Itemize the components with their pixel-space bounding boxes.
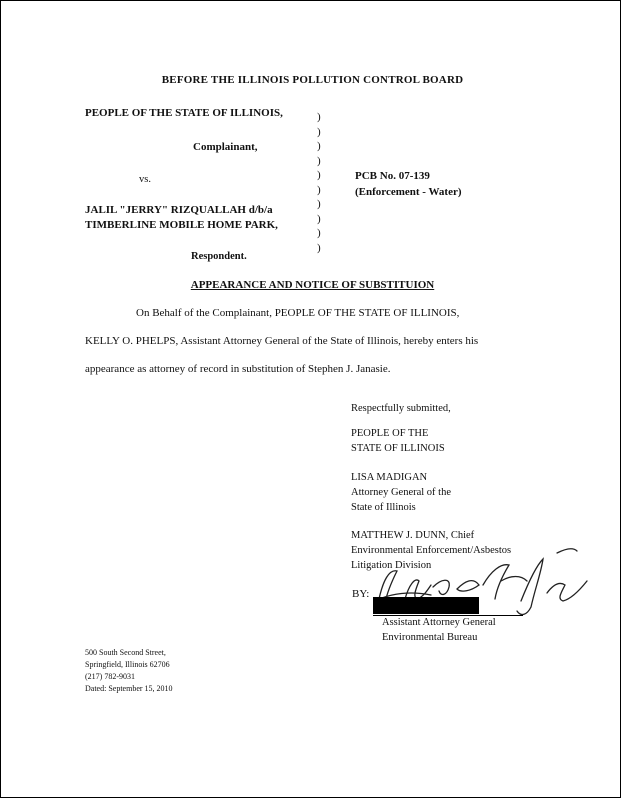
notice-title: APPEARANCE AND NOTICE OF SUBSTITUION <box>190 279 435 291</box>
case-type: (Enforcement - Water) <box>355 186 462 198</box>
complainant-role: Complainant, <box>193 141 258 153</box>
complainant-party: PEOPLE OF THE STATE OF ILLINOIS, <box>85 107 283 119</box>
paren: ) <box>317 227 321 239</box>
body-line-3: appearance as attorney of record in substitution of Stephen J. Janasie. <box>85 363 391 375</box>
party-line-2: STATE OF ILLINOIS <box>351 443 445 454</box>
party-line-1: PEOPLE OF THE <box>351 428 429 439</box>
chief-name: MATTHEW J. DUNN, Chief <box>351 530 475 541</box>
case-number: PCB No. 07-139 <box>355 170 430 182</box>
versus-label: vs. <box>139 174 151 185</box>
respondent-name: JALIL "JERRY" RIZQUALLAH d/b/a <box>85 204 273 216</box>
paren: ) <box>317 198 321 210</box>
by-label: BY: <box>352 588 370 600</box>
signer-title-2: Environmental Bureau <box>382 632 478 643</box>
redacted-signer-name <box>373 597 479 614</box>
paren: ) <box>317 241 321 254</box>
paren: ) <box>317 111 321 123</box>
address-street: 500 South Second Street, <box>85 648 166 657</box>
closing: Respectfully submitted, <box>351 403 451 414</box>
body-line-2: KELLY O. PHELPS, Assistant Attorney General of the State of Illinois, hereby enters his <box>85 335 479 347</box>
signer-title-1: Assistant Attorney General <box>382 617 496 628</box>
board-heading: BEFORE THE ILLINOIS POLLUTION CONTROL BOARD <box>161 74 464 86</box>
address-block <box>85 647 173 695</box>
attorney-general-title-1: Attorney General of the <box>351 487 452 498</box>
respondent-business: TIMBERLINE MOBILE HOME PARK, <box>85 219 278 231</box>
body-line-1: On Behalf of the Complainant, PEOPLE OF THE STATE OF ILLINOIS, <box>136 307 460 319</box>
paren: ) <box>317 154 321 167</box>
paren: ) <box>317 125 321 138</box>
attorney-general-title-2: State of Illinois <box>351 502 416 513</box>
paren: ) <box>317 212 321 225</box>
chief-title-1: Environmental Enforcement/Asbestos <box>351 545 512 556</box>
date-line: Dated: September 15, 2010 <box>85 684 173 693</box>
respondent-role: Respondent. <box>191 251 247 262</box>
caption-parentheses <box>317 110 321 255</box>
paren: ) <box>317 140 321 152</box>
paren: ) <box>317 169 321 181</box>
attorney-general-name: LISA MADIGAN <box>351 472 428 483</box>
paren: ) <box>317 183 321 196</box>
chief-title-2: Litigation Division <box>351 560 432 571</box>
signature-line <box>373 615 523 616</box>
address-city: Springfield, Illinois 62706 <box>85 660 170 669</box>
address-phone: (217) 782-9031 <box>85 672 135 681</box>
